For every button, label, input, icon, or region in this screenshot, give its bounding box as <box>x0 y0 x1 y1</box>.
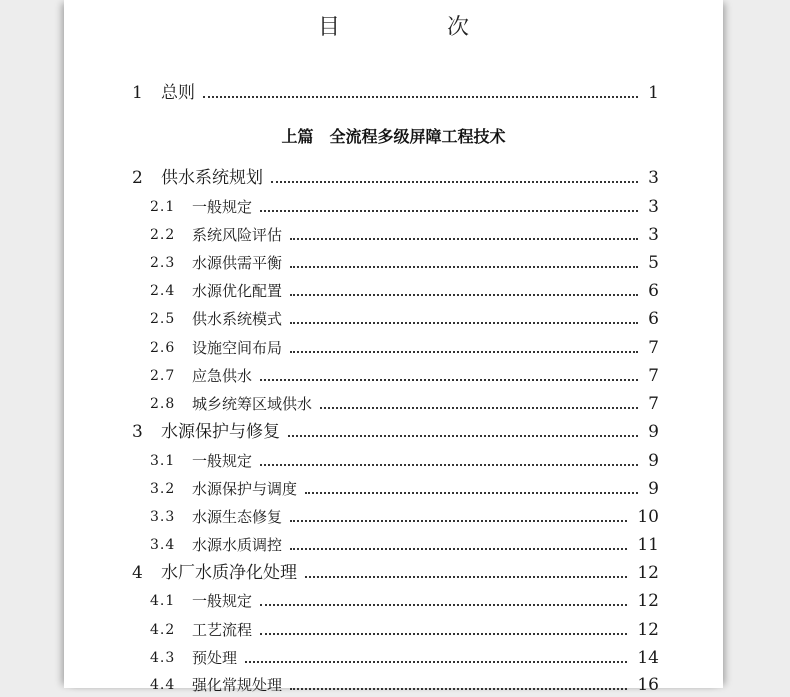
toc-entry-number: 2.7 <box>150 368 176 384</box>
toc-entry[interactable] <box>64 449 723 473</box>
toc-entry-number: 1 <box>132 83 143 103</box>
toc-page-number: 6 <box>648 309 659 329</box>
toc-entry-title: 水源生态修复 <box>192 508 283 526</box>
toc-entry-title: 应急供水 <box>192 367 253 385</box>
toc-entry-number: 4.2 <box>150 622 176 638</box>
toc-page-number: 1 <box>648 83 659 103</box>
toc-entry-number: 4.3 <box>150 650 176 666</box>
toc-entry-title: 城乡统筹区域供水 <box>192 395 313 413</box>
toc-entry-number: 3.3 <box>150 509 176 525</box>
toc-entry-number: 3 <box>132 422 143 442</box>
toc-page-number: 5 <box>648 253 659 273</box>
toc-entry-title: 水源供需平衡 <box>192 254 283 272</box>
toc-page-number: 9 <box>648 422 659 442</box>
toc-entry-title: 水源保护与调度 <box>192 480 298 498</box>
toc-entry[interactable] <box>64 505 723 529</box>
toc-entry-number: 4 <box>132 563 143 583</box>
toc-dot-leader <box>260 210 638 212</box>
toc-entry-number: 2.3 <box>150 255 176 271</box>
toc-entry[interactable] <box>64 195 723 219</box>
toc-page-number: 7 <box>648 394 659 414</box>
toc-entry[interactable] <box>64 166 723 190</box>
toc-entry[interactable] <box>64 307 723 331</box>
toc-entry[interactable] <box>64 392 723 416</box>
toc-dot-leader <box>260 604 627 606</box>
toc-entry[interactable] <box>64 646 723 670</box>
toc-entry[interactable] <box>64 533 723 557</box>
toc-dot-leader <box>260 633 627 635</box>
toc-page-number: 11 <box>637 535 659 555</box>
toc-page-number: 16 <box>637 675 659 695</box>
toc-page-number: 3 <box>648 168 659 188</box>
toc-entry-number: 2 <box>132 168 143 188</box>
toc-dot-leader <box>290 266 638 268</box>
toc-entry-title: 强化常规处理 <box>192 676 283 694</box>
toc-dot-leader <box>320 407 638 409</box>
toc-entry-title: 预处理 <box>192 649 238 667</box>
toc-page-number: 3 <box>648 197 659 217</box>
toc-page-number: 9 <box>648 479 659 499</box>
toc-dot-leader <box>290 520 627 522</box>
part-heading: 上篇 全流程多级屏障工程技术 <box>281 127 506 146</box>
toc-entry[interactable] <box>64 364 723 388</box>
toc-dot-leader <box>260 379 638 381</box>
toc-entry-number: 3.4 <box>150 537 176 553</box>
page-title: 目 次 <box>318 15 519 40</box>
toc-dot-leader <box>305 576 627 578</box>
toc-page-number: 7 <box>648 338 659 358</box>
toc-entry-title: 设施空间布局 <box>192 339 283 357</box>
toc-entry-number: 3.1 <box>150 453 176 469</box>
toc-entry-number: 4.4 <box>150 677 176 693</box>
toc-entry-title: 一般规定 <box>192 452 253 470</box>
toc-page-number: 10 <box>637 507 659 527</box>
toc-entry-number: 2.8 <box>150 396 176 412</box>
toc-page-number: 9 <box>648 451 659 471</box>
toc-dot-leader <box>290 322 638 324</box>
toc-entry-title: 水源优化配置 <box>192 282 283 300</box>
toc-entry-title: 一般规定 <box>192 592 253 610</box>
toc-dot-leader <box>290 351 638 353</box>
toc-entry-number: 4.1 <box>150 593 176 609</box>
toc-dot-leader <box>203 96 638 98</box>
toc-dot-leader <box>245 661 627 663</box>
toc-entry-number: 2.6 <box>150 340 176 356</box>
toc-entry-title: 水厂水质净化处理 <box>161 563 297 583</box>
toc-entry-title: 供水系统规划 <box>161 168 263 188</box>
toc-entry-number: 2.2 <box>150 227 176 243</box>
toc-entry[interactable] <box>64 279 723 303</box>
toc-entry[interactable] <box>64 589 723 613</box>
toc-page-number: 12 <box>637 563 659 583</box>
toc-entry-number: 2.4 <box>150 283 176 299</box>
toc-entry-number: 2.1 <box>150 199 176 215</box>
toc-dot-leader <box>290 238 638 240</box>
toc-entry-number: 3.2 <box>150 481 176 497</box>
toc-entry[interactable] <box>64 223 723 247</box>
toc-dot-leader <box>288 435 638 437</box>
toc-dot-leader <box>260 464 638 466</box>
toc-entry-number: 2.5 <box>150 311 176 327</box>
toc-dot-leader <box>305 492 638 494</box>
toc-entry-title: 供水系统模式 <box>192 310 283 328</box>
toc-page-number: 6 <box>648 281 659 301</box>
toc-page-number: 12 <box>637 620 659 640</box>
toc-page-number: 14 <box>637 648 659 668</box>
document-page <box>64 0 723 695</box>
toc-entry[interactable] <box>64 618 723 642</box>
toc-entry-title: 水源保护与修复 <box>161 422 280 442</box>
toc-entry[interactable] <box>64 420 723 444</box>
toc-entry[interactable] <box>64 336 723 360</box>
toc-dot-leader <box>290 688 627 690</box>
toc-dot-leader <box>290 548 627 550</box>
toc-page-number: 12 <box>637 591 659 611</box>
toc-entry-title: 总则 <box>161 83 195 103</box>
toc-entry[interactable] <box>64 673 723 697</box>
toc-dot-leader <box>290 294 638 296</box>
toc-entry[interactable] <box>64 477 723 501</box>
toc-entry[interactable] <box>64 251 723 275</box>
toc-entry-title: 系统风险评估 <box>192 226 283 244</box>
toc-page-number: 7 <box>648 366 659 386</box>
toc-entry-title: 水源水质调控 <box>192 536 283 554</box>
toc-entry-title: 一般规定 <box>192 198 253 216</box>
toc-page-number: 3 <box>648 225 659 245</box>
toc-entry[interactable] <box>64 561 723 585</box>
toc-dot-leader <box>271 181 638 183</box>
toc-entry[interactable] <box>64 81 723 105</box>
toc-entry-title: 工艺流程 <box>192 621 253 639</box>
